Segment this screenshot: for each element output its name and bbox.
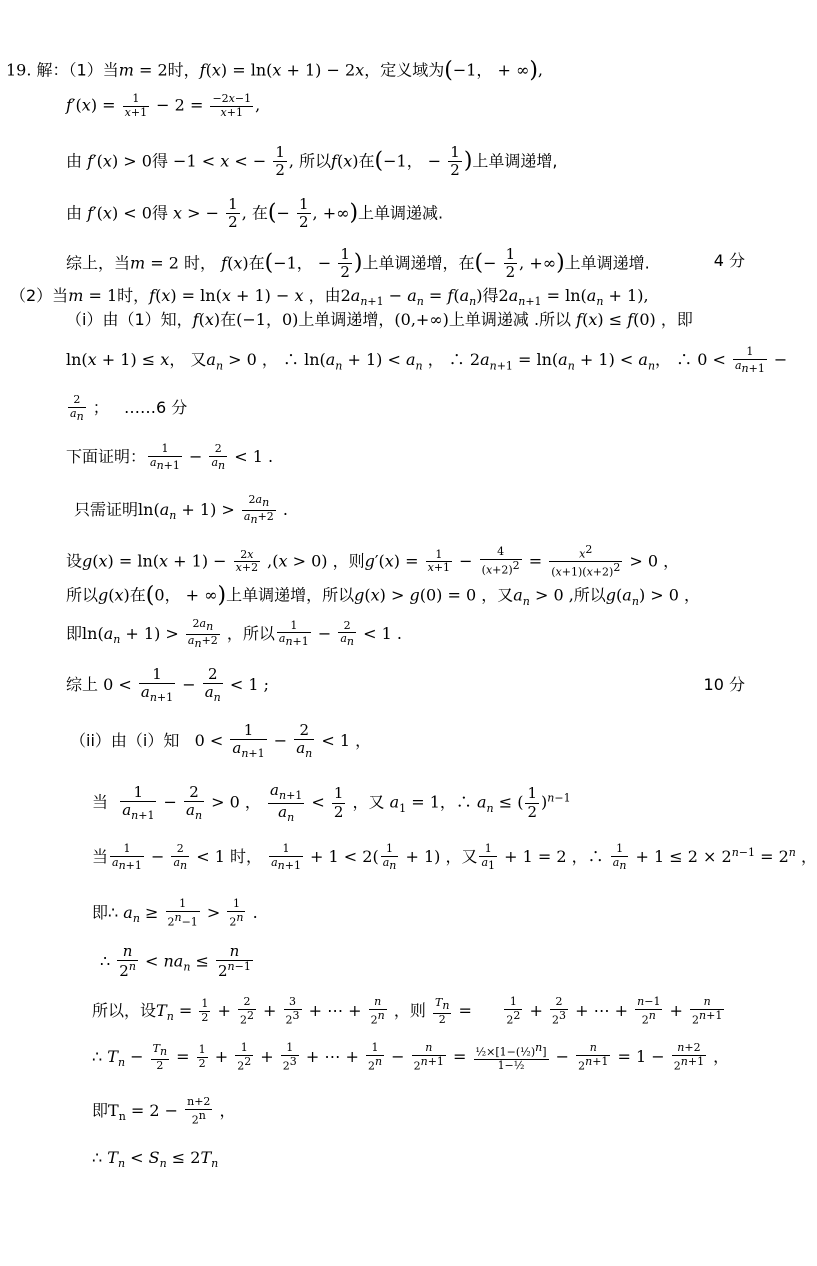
line-12: 设g(x) = ln(x + 1) − $\frac{2x}{x+2}$ ,(x > 0) ，则g′(x) = $\frac{1}{x+1}$ − $\frac{4}{(x+2)^2}$ = $\frac{x^2}{(x+1)(x+2)^2}$ > 0 ， bbox=[66, 543, 680, 579]
text-i-inc: 上单调递增， bbox=[298, 310, 395, 329]
text-ji: ，即 bbox=[660, 310, 693, 329]
text-zai: 在 bbox=[358, 151, 375, 171]
text-ze: ，则 bbox=[393, 1000, 426, 1020]
text-inc-in: 上单调递增，在 bbox=[362, 253, 475, 273]
text-ji-3: 即 bbox=[92, 902, 109, 922]
text-suoyi: 所以 bbox=[299, 151, 332, 171]
text-dang-2: 当 bbox=[92, 847, 109, 867]
line-19: 即∴ $a_n$ ≥ $\frac{1}{2^n-1}$ > $\frac{1}{2^n}$ . bbox=[92, 897, 258, 929]
text-ji-4: 即 bbox=[92, 1100, 109, 1120]
text-by: ，由 bbox=[308, 286, 341, 305]
text-get: 得 bbox=[482, 286, 499, 305]
text-set-g: 设 bbox=[66, 551, 83, 571]
solution-label: 解：（1）当 bbox=[36, 60, 119, 80]
text-suoyi-set: 所以，设 bbox=[92, 1000, 157, 1020]
text-you-2: 由 bbox=[66, 203, 83, 223]
line-2: f′(x) = $\frac{1}{x+1}$ − 2 = $\frac{-2x-1}{x+1}$ , bbox=[66, 92, 261, 119]
text-also: 又 bbox=[190, 350, 207, 370]
text-you: 由 bbox=[66, 151, 83, 171]
text-then-g: ，则 bbox=[332, 551, 365, 571]
line-5: 综上，当m = 2 时， f(x)在(−1， − $\frac{1}{2}$ )上单调递增，在(− $\frac{1}{2}$ , +∞)上单调递增. bbox=[66, 245, 650, 282]
text-dang2: 时， bbox=[229, 847, 262, 867]
line-6: （2）当m = 1时，f(x) = ln(x + 1) − x ，由$2a_{n+1} - a_n = f(a_n)$得$2a_{n+1} = \ln(a_n + 1)$, bbox=[10, 286, 649, 309]
line-18: 当 $\frac{1}{a_{n+1}}$ − $\frac{2}{a_n}$ < 1 时， $\frac{1}{a_{n+1}}$ + 1 < 2( $\frac{1}{a_n}$ + 1) ，又 $\frac{1}{a_1}$ + 1 = 2 ，∴ $\frac{1}{a_n}$ + $1 \le 2 \times 2^{n-1} = 2^n$ ， bbox=[92, 842, 817, 872]
score-4: 4 分 bbox=[713, 251, 745, 270]
text-ii-prefix: （ii）由（i）知 bbox=[70, 730, 180, 750]
line-3: 由 f′(x) > 0得 −1 < x < − $\frac{1}{2}$ , 所以f(x)在(−1， − $\frac{1}{2}$ )上单调递增, bbox=[66, 143, 558, 180]
line-24: ∴ $T_n < S_n \le 2T_n$ bbox=[92, 1148, 219, 1171]
text-part2: （2）当 bbox=[10, 286, 69, 305]
text-so-g-inc: 上单调递增，所以 bbox=[226, 585, 355, 605]
line-21: 所以，设$T_n$ = $\frac{1}{2}$ + $\frac{2}{2^2}$ + $\frac{3}{2^3}$ + ⋯ + $\frac{n}{2^n}$ ，则 $\frac{T_n}{2}$ = $\frac{1}{2^2}$ + $\frac{2}{2^3}$ + ⋯ + $\frac{n-1}{2^n}$ + $\frac{n}{2^{n+1}}$ bbox=[92, 995, 723, 1027]
line-4: 由 f′(x) < 0得 x > − $\frac{1}{2}$ , 在(− $\frac{1}{2}$ , +∞)上单调递减. bbox=[66, 195, 444, 232]
line-17: 当 $\frac{1}{a_{n+1}}$ − $\frac{2}{a_n}$ > 0 ， $\frac{a_{n+1}}{a_n}$ < $\frac{1}{2}$ ，又 $a_1 = 1$，∴ $a_n$ ≤ ( $\frac{1}{2}$ )$^{n-1}$ bbox=[92, 781, 571, 824]
line-22: ∴ $T_n$ − $\frac{T_n}{2}$ = $\frac{1}{2}$ + $\frac{1}{2^2}$ + $\frac{1}{2^3}$ + ⋯ + $\frac{1}{2^n}$ − $\frac{n}{2^{n+1}}$ = $\frac{\frac{1}{2}\times[1-(\frac{1}{2})^n]}{\text{1−½}}$ − $\frac{n}{2^{n+1}}$ = 1 − $\frac{n+2}{2^{n+1}}$ ， bbox=[92, 1041, 730, 1073]
text-summary-2: 综上 bbox=[66, 674, 99, 694]
line-13: 所以g(x)在(0， + ∞)上单调递增，所以g(x) > g(0) = 0 ，又$a_n > 0$ ,所以$g(a_n) > 0$ ， bbox=[66, 583, 701, 608]
text-i-dec: 上单调递减 .所以 bbox=[448, 310, 572, 329]
text-zai-2: 在 bbox=[251, 203, 268, 223]
line-20: ∴ $\frac{n}{2^n}$ < $na_n$ ≤ $\frac{n}{2^{n-1}}$ bbox=[100, 942, 251, 981]
line-14: 即$\ln(a_n + 1)$ > $\frac{2a_n}{a_n+2}$ ，所以 $\frac{1}{a_{n+1}}$ − $\frac{2}{a_n}$ < 1 . bbox=[66, 617, 402, 651]
text-defdomain: 定义域为 bbox=[380, 60, 445, 80]
text-only-need: 只需证明 bbox=[74, 499, 139, 519]
text-so-g: 所以 bbox=[66, 585, 99, 605]
line-23: 即$T_n = 2$ − $\frac{n+2}{2^n}$ ， bbox=[92, 1095, 236, 1127]
text-shi: 时， bbox=[184, 253, 217, 273]
text-summary: 综上，当 bbox=[66, 253, 131, 273]
text-prove-below: 下面证明： bbox=[66, 447, 147, 467]
line-1: 19. 解：（1）当m = 2时，f(x) = ln(x + 1) − 2x，定义域为(−1， + ∞), bbox=[6, 58, 543, 83]
text-de-2: 得 bbox=[151, 203, 168, 223]
text-dang: 当 bbox=[92, 792, 109, 812]
line-11: 只需证明$\ln(a_n + 1)$ > $\frac{2a_n}{a_n+2}$ . bbox=[74, 493, 288, 527]
text-zai-3: 在 bbox=[248, 253, 265, 273]
text-suoyi-2: ，所以 bbox=[226, 623, 275, 643]
problem-number: 19. bbox=[6, 60, 32, 80]
text-inc-2: 上单调递增. bbox=[564, 253, 650, 273]
line-8: ln(x + 1) ≤ x， 又$a_n > 0$ ， ∴ $\ln(a_n + 1) < a_n$ ， ∴ $2a_{n+1} = \ln(a_n + 1) < a_n$， ∴ 0 < $\frac{1}{a_{n+1}}$ − bbox=[66, 345, 788, 375]
text-zai-4: 在 bbox=[220, 310, 237, 329]
text-ji-2: 即 bbox=[66, 623, 83, 643]
line-9: $\frac{2}{a_n}$ ； ……6 分 bbox=[70, 393, 188, 423]
line-15: 综上 0 < $\frac{1}{a_{n+1}}$ − $\frac{2}{a_n}$ < 1 ; bbox=[66, 665, 269, 705]
text-shi-2: 时， bbox=[117, 286, 150, 305]
text-de: 得 bbox=[151, 151, 168, 171]
text-increasing: 上单调递增, bbox=[472, 151, 558, 171]
text-you-3: ，又 bbox=[445, 847, 478, 867]
score-10: 10 分 bbox=[703, 675, 745, 694]
text-decreasing: 上单调递减. bbox=[358, 203, 444, 223]
text-i-prefix: （i）由（1）知， bbox=[66, 310, 193, 329]
score-6: ……6 分 bbox=[124, 398, 188, 418]
line-16: （ii）由（i）知 0 < $\frac{1}{a_{n+1}}$ − $\frac{2}{a_n}$ < 1 ， bbox=[70, 721, 372, 761]
line-10: 下面证明： $\frac{1}{a_{n+1}}$ − $\frac{2}{a_n}$ < 1 . bbox=[66, 442, 274, 472]
line-7: （i）由（1）知，f(x)在(−1，0)上单调递增，(0,+∞)上单调递减 .所以 f(x) ≤ f(0) ，即 bbox=[66, 310, 693, 329]
